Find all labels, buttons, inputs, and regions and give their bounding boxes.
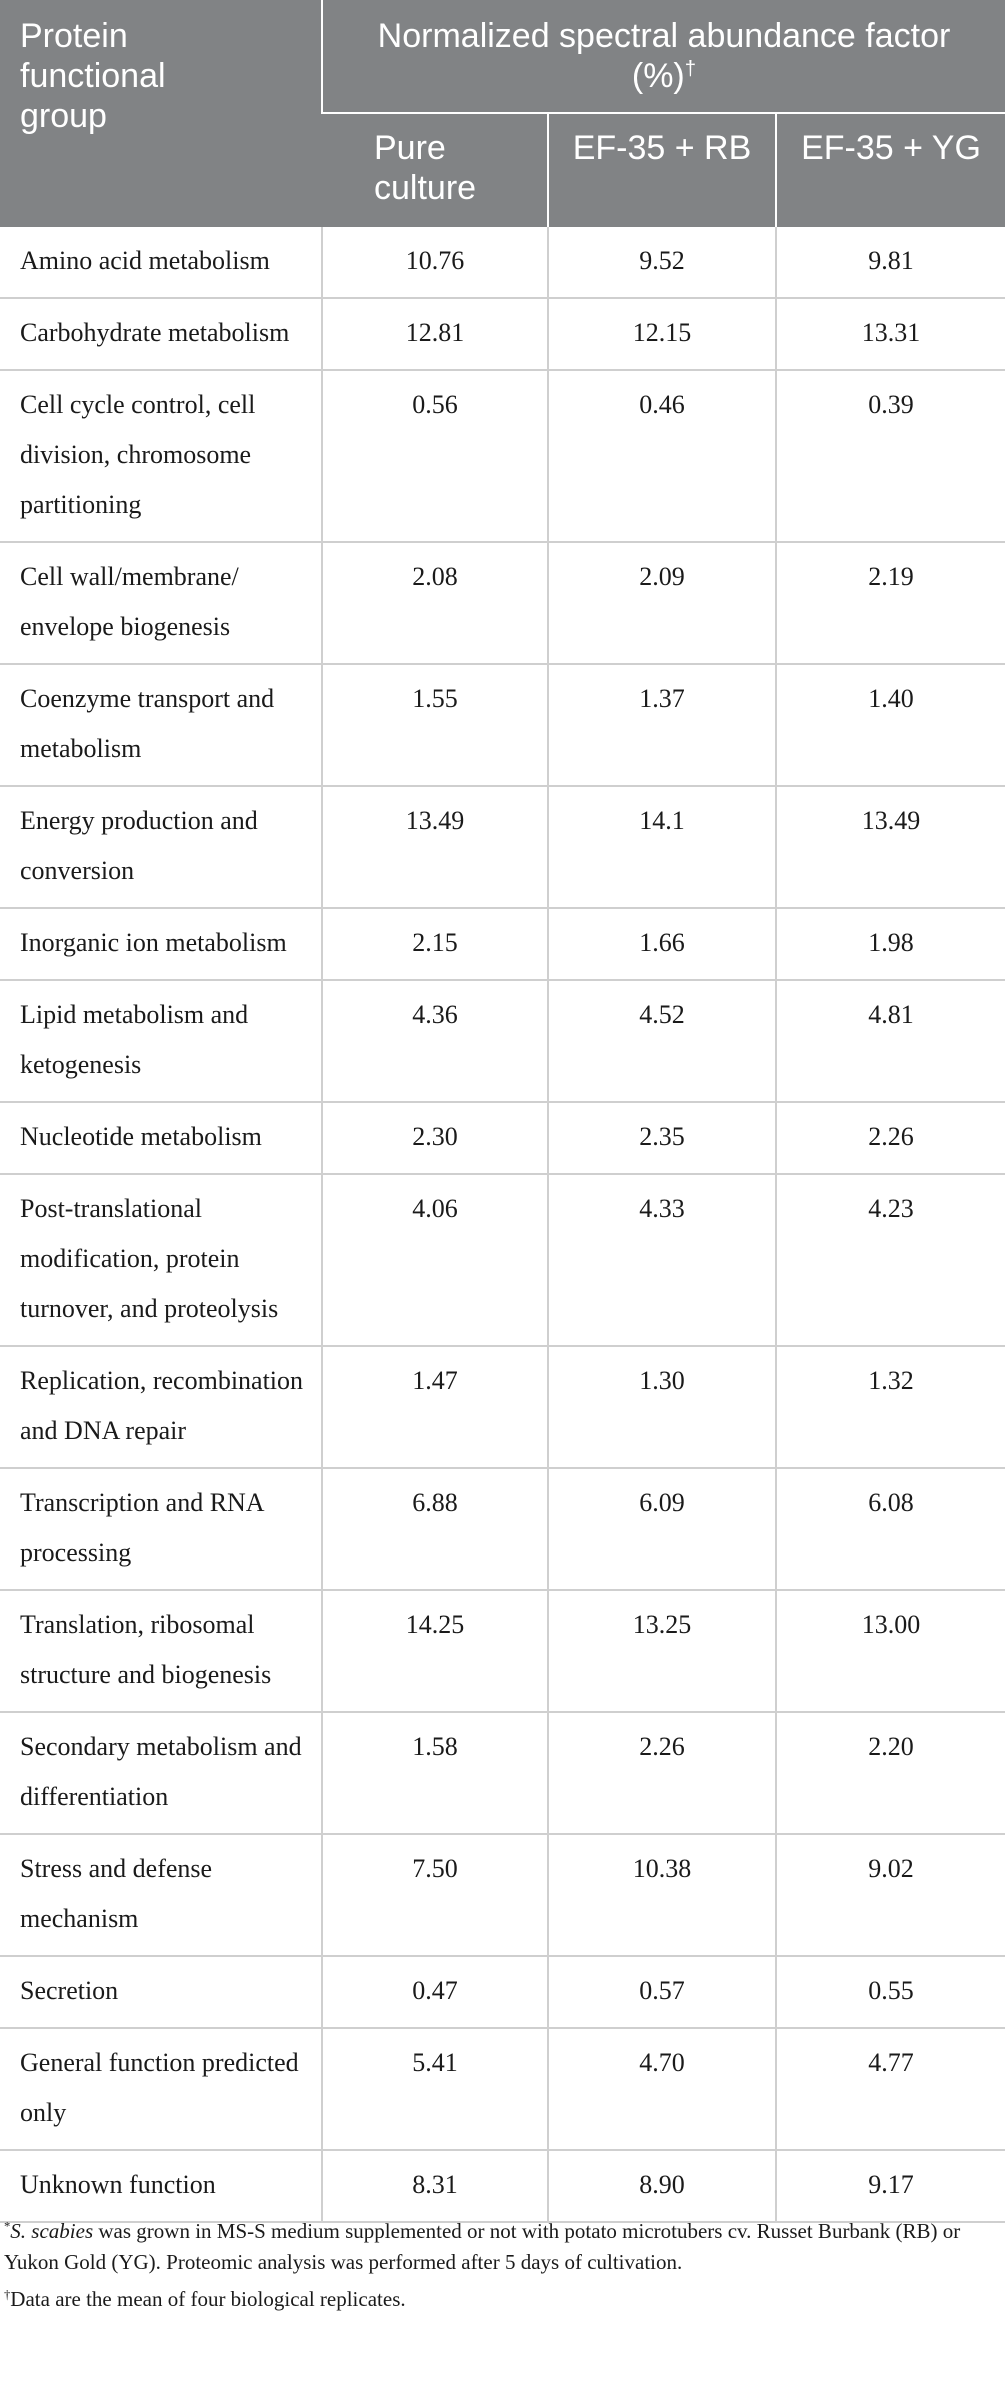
ef35-rb-value: 4.52 [548, 980, 776, 1102]
ef35-yg-value: 6.08 [776, 1468, 1005, 1590]
functional-group-cell: Amino acid metabolism [20, 246, 270, 275]
functional-group-cell: Translation, ribosomal structure and biogenesis [0, 1590, 322, 1712]
ef35-rb-value: 4.70 [548, 2028, 776, 2150]
table-row [0, 542, 1005, 664]
ef35-rb-value: 8.90 [548, 2150, 776, 2222]
column-header-pure-culture: Pure culture [322, 113, 548, 227]
pure-culture-value: 1.47 [322, 1346, 548, 1468]
footnote-2 [4, 2284, 1005, 2315]
functional-group-cell: Lipid metabolism and ketogenesis [0, 980, 322, 1102]
functional-group-cell: Post-translational modification, protein turnover, and proteolysis [0, 1174, 322, 1346]
dagger-mark: † [4, 2287, 11, 2302]
ef35-rb-value: 9.52 [548, 227, 776, 298]
table-row [0, 664, 1005, 786]
ef35-yg-value: 0.39 [776, 370, 1005, 542]
ef35-rb-value: 14.1 [548, 786, 776, 908]
column-header-ef35-yg: EF-35 + YG [776, 113, 1005, 227]
species-name: S. scabies [10, 2219, 94, 2243]
header-row-group [0, 0, 1005, 113]
functional-group-cell: Nucleotide metabolism [0, 1102, 322, 1174]
ef35-rb-value: 2.26 [548, 1712, 776, 1834]
pure-culture-value: 6.88 [322, 1468, 548, 1590]
ef35-rb-value: 13.25 [548, 1590, 776, 1712]
footnote-2-text: Data are the mean of four biological replicates. [10, 2287, 406, 2311]
functional-group-cell: Carbohydrate metabolism [0, 298, 322, 370]
ef35-yg-value: 9.17 [776, 2150, 1005, 2222]
ef35-rb-value: 12.15 [548, 298, 776, 370]
pure-culture-value: 10.76 [322, 227, 548, 298]
pure-culture-value: 4.36 [322, 980, 548, 1102]
functional-group-cell: Stress and defense mechanism [0, 1834, 322, 1956]
pure-culture-value: 1.58 [322, 1712, 548, 1834]
ef35-yg-value: 9.81 [776, 227, 1005, 298]
functional-group-cell: Coenzyme transport and metabolism [0, 664, 322, 786]
ef35-rb-value: 0.57 [548, 1956, 776, 2028]
footnote-1-text: was grown in MS-S medium supplemented or not with potato microtubers cv. Russet Burbank (RB) or Yukon Gold (YG). Proteomic analysis was performed after 5 days of cultivation. [4, 2219, 961, 2274]
ef35-yg-value: 1.32 [776, 1346, 1005, 1468]
functional-group-cell: Replication, recombination and DNA repair [0, 1346, 322, 1468]
functional-group-cell: General function predicted only [0, 2028, 322, 2150]
table-row [0, 786, 1005, 908]
ef35-rb-value: 10.38 [548, 1834, 776, 1956]
ef35-rb-value: 4.33 [548, 1174, 776, 1346]
ef35-rb-value: 2.09 [548, 542, 776, 664]
group-column-header-text: Normalized spectral abundance factor (%) [377, 17, 951, 95]
ef35-rb-value: 1.66 [548, 908, 776, 980]
table-row [0, 227, 1005, 298]
pure-culture-value: 0.56 [322, 370, 548, 542]
functional-group-cell: Secondary metabolism and differentiation [0, 1712, 322, 1834]
table-row [0, 1956, 1005, 2028]
ef35-yg-value: 2.20 [776, 1712, 1005, 1834]
ef35-yg-value: 2.26 [776, 1102, 1005, 1174]
column-header-ef35-rb: EF-35 + RB [548, 113, 776, 227]
pure-culture-value: 2.15 [322, 908, 548, 980]
group-column-header [322, 0, 1005, 113]
pure-culture-value: 14.25 [322, 1590, 548, 1712]
ef35-yg-value: 4.81 [776, 980, 1005, 1102]
table-body [0, 227, 1005, 2222]
dagger-mark: † [684, 57, 697, 80]
ef35-yg-value: 4.77 [776, 2028, 1005, 2150]
ef35-yg-value: 1.98 [776, 908, 1005, 980]
pure-culture-value: 5.41 [322, 2028, 548, 2150]
pure-culture-value: 8.31 [322, 2150, 548, 2222]
table-row [0, 298, 1005, 370]
functional-group-cell: Secretion [0, 1956, 322, 2028]
table-row [0, 370, 1005, 542]
ef35-yg-value: 1.40 [776, 664, 1005, 786]
ef35-yg-value: 2.19 [776, 542, 1005, 664]
table-row [0, 2028, 1005, 2150]
functional-group-cell: Cell wall/membrane/ envelope biogenesis [0, 542, 322, 664]
ef35-yg-value: 13.31 [776, 298, 1005, 370]
footnotes [0, 2216, 1005, 2321]
table-row [0, 1174, 1005, 1346]
functional-group-cell: Unknown function [0, 2150, 322, 2222]
table-row [0, 1712, 1005, 1834]
table-row [0, 908, 1005, 980]
functional-group-cell: Cell cycle control, cell division, chromosome partitioning [0, 370, 322, 542]
footnote-1 [4, 2216, 1005, 2278]
ef35-rb-value: 2.35 [548, 1102, 776, 1174]
ef35-rb-value: 1.30 [548, 1346, 776, 1468]
table-row [0, 1468, 1005, 1590]
pure-culture-value: 13.49 [322, 786, 548, 908]
ef35-yg-value: 9.02 [776, 1834, 1005, 1956]
pure-culture-value: 12.81 [322, 298, 548, 370]
ef35-rb-value: 6.09 [548, 1468, 776, 1590]
pure-culture-value: 4.06 [322, 1174, 548, 1346]
pure-culture-value: 0.47 [322, 1956, 548, 2028]
table-header [0, 0, 1005, 227]
pure-culture-value: 1.55 [322, 664, 548, 786]
stub-column-header [0, 0, 322, 227]
functional-group-cell: Energy production and conversion [0, 786, 322, 908]
ef35-yg-value: 13.49 [776, 786, 1005, 908]
pure-culture-value: 2.08 [322, 542, 548, 664]
ef35-yg-value: 13.00 [776, 1590, 1005, 1712]
functional-group-cell: Inorganic ion metabolism [0, 908, 322, 980]
ef35-yg-value: 0.55 [776, 1956, 1005, 2028]
ef35-rb-value: 1.37 [548, 664, 776, 786]
stub-column-header-text: Protein functional group [20, 17, 166, 135]
table-row [0, 1102, 1005, 1174]
asterisk-mark: * [4, 2219, 11, 2234]
pure-culture-value: 7.50 [322, 1834, 548, 1956]
table-row [0, 1346, 1005, 1468]
ef35-yg-value: 4.23 [776, 1174, 1005, 1346]
table-row [0, 2150, 1005, 2222]
ef35-rb-value: 0.46 [548, 370, 776, 542]
functional-group-cell: Transcription and RNA processing [0, 1468, 322, 1590]
table-row [0, 980, 1005, 1102]
table-row [0, 1834, 1005, 1956]
pure-culture-value: 2.30 [322, 1102, 548, 1174]
table-row [0, 1590, 1005, 1712]
